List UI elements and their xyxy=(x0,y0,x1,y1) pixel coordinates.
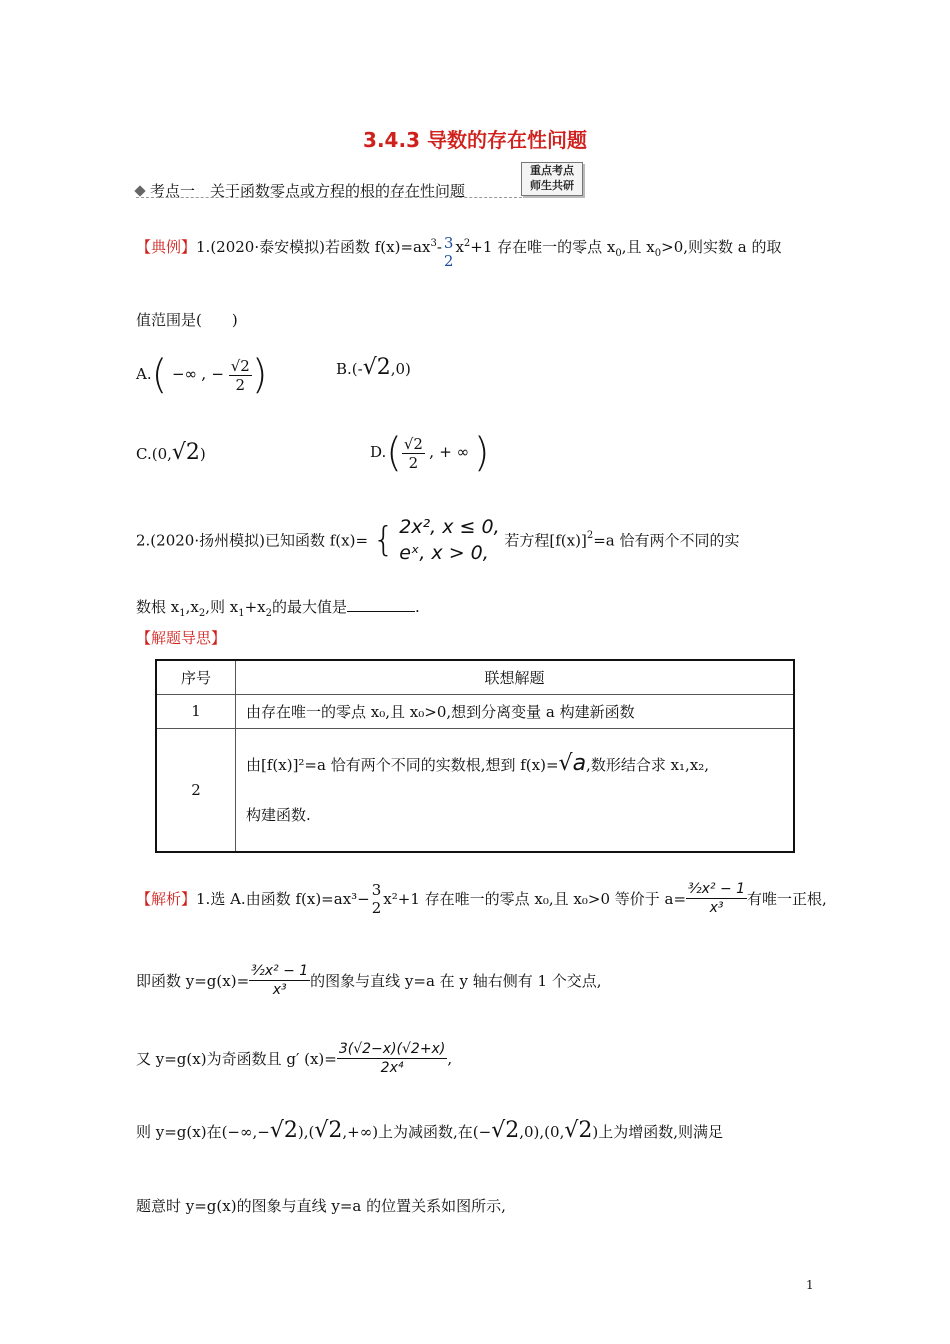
question-2: 2.(2020·扬州模拟)已知函数 f(x)= { 2x², x ≤ 0, eˣ, x > 0, 若方程$[f(x)]^2=a$ 恰有两个不同的实 xyxy=(136,516,740,564)
solution-line-2: 即函数 y=g(x)= $\frac{\text{³⁄₂x² − 1}}{\text{x³}}$ 的图象与直线 y=a 在 y 轴右侧有 1 个交点, xyxy=(136,963,602,998)
option-d: D.( $\frac{√2}{2}$ , + ∞ ) xyxy=(370,430,490,476)
solution-line-5: 题意时 y=g(x)的图象与直线 y=a 的位置关系如图所示, xyxy=(136,1197,506,1215)
page-number: 1 xyxy=(806,1278,814,1292)
question-2-line2: 数根 $x_1,x_2$,则 $x_1+x_2$的最大值是 . xyxy=(136,598,420,619)
option-a: A.( −∞ , − $\frac{√2}{2}$ ) xyxy=(136,352,268,398)
table-header-no: 序号 xyxy=(156,660,236,694)
solution-line-4: 则 y=g(x)在(−∞,−√2),(√2,+∞)上为减函数,在(−√2,0),(0,√2)上为增函数,则满足 xyxy=(136,1118,723,1143)
question-1-line2: 值范围是( ) xyxy=(136,311,238,329)
solution-line-3: 又 y=g(x)为奇函数且 g′ (x)= $\frac{3(√2-x)(√2+x)}{\text{2x⁴}}$ , xyxy=(136,1041,453,1076)
table-header-idea: 联想解题 xyxy=(236,660,795,694)
guide-table xyxy=(155,659,795,853)
page-title: 3.4.3 导数的存在性问题 xyxy=(363,128,587,152)
question-1: 【典例】1.(2020·泰安模拟)若函数 $f(x)=ax^3-$ 3 2 $x^2+1$ 存在唯一的零点 $x_0$,且 $x_0>0$,则实数 a 的取 xyxy=(136,234,782,270)
solution-line-1: 【解析】1.选 A.由函数 f(x)=ax³− 3 2 x²+1 存在唯一的零点 x₀,且 x₀>0 等价于 a= $\frac{\text{³⁄₂x² − 1}}{\text{x³}}$ 有唯一正根, xyxy=(136,880,827,917)
diamond-bullet-icon xyxy=(134,185,145,196)
table-row: 2 由[f(x)]²=a 恰有两个不同的实数根,想到 f(x)=√a,数形结合求 x₁,x₂, 构建函数. xyxy=(156,728,794,852)
key-point-badge: 重点考点 师生共研 xyxy=(521,162,583,196)
answer-blank xyxy=(347,597,415,612)
section-heading: 考点一 关于函数零点或方程的根的存在性问题 xyxy=(136,180,465,201)
table-row: 1 由存在唯一的零点 x₀,且 x₀>0,想到分离变量 a 构建新函数 xyxy=(156,694,794,728)
section-divider xyxy=(136,197,522,198)
option-c: C.(0,√2) xyxy=(136,440,206,465)
guide-tag: 【解题导思】 xyxy=(136,629,227,647)
option-b: B.(-√2,0) xyxy=(336,355,411,380)
